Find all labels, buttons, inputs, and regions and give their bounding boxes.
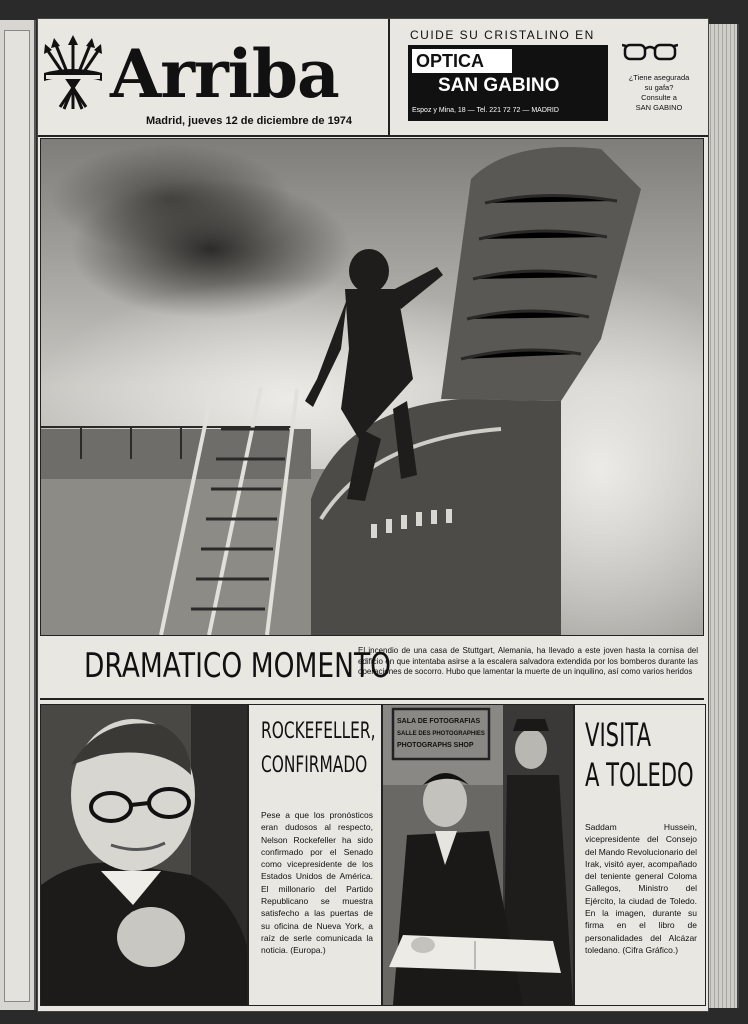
toledo-illustration bbox=[383, 705, 573, 1005]
previous-page-edge bbox=[0, 20, 36, 1010]
toledo-photo bbox=[382, 704, 574, 1006]
rockefeller-headline: ROCKEFELLER, CONFIRMADO bbox=[261, 719, 376, 778]
sign-line-1: SALA DE FOTOGRAFIAS bbox=[397, 718, 481, 725]
bottom-section bbox=[38, 700, 708, 1011]
rockefeller-illustration bbox=[41, 705, 247, 1005]
sign-line-2: SALLE DES PHOTOGRAPHIES bbox=[397, 731, 485, 737]
newspaper-title: Arriba bbox=[110, 35, 339, 113]
advert-side-text: ¿Tiene asegurada su gafa? Consulte a SAN GABINO bbox=[628, 73, 690, 112]
eyeglasses-icon bbox=[622, 39, 678, 63]
masthead bbox=[38, 19, 708, 137]
advert-san-gabino: SAN GABINO bbox=[438, 75, 560, 96]
masthead-title-block bbox=[38, 19, 390, 135]
fire-photo-illustration bbox=[41, 139, 703, 635]
lead-caption: El incendio de una casa de Stuttgart, Alemania, ha llevado a este joven hasta la cornisa del edificio en que intentaba asirse a la escalera salvadora extendida por los bomberos durante las operaciones de socorro. Hubo que lamentar la muerte de un inquilino, así como varios heridos bbox=[358, 646, 698, 676]
optica-advert bbox=[390, 19, 706, 135]
sign-line-3: PHOTOGRAPHS SHOP bbox=[397, 742, 474, 749]
advert-top-line: CUIDE SU CRISTALINO EN bbox=[410, 28, 595, 42]
rockefeller-column bbox=[248, 704, 382, 1006]
lead-headline: DRAMATICO MOMENTO bbox=[84, 646, 392, 686]
newspaper-front-page bbox=[37, 18, 709, 1012]
yoke-and-arrows-icon bbox=[42, 35, 104, 115]
rockefeller-body: Pese a que los pronósticos eran dudosos al respecto, Nelson Rockefeller ha sido confirmado por el Senado como vicepresidente de los Estados Unidos de América. El millonario del Partido Republicano se muestra satisfecho a las puertas de su oficina de Nueva York, a raíz de serle comunicada la noticia. (Europa.) bbox=[261, 810, 373, 956]
dateline: Madrid, jueves 12 de diciembre de 1974 bbox=[146, 115, 353, 127]
lead-caption-row bbox=[40, 636, 704, 700]
fire-rescue-photo bbox=[40, 138, 704, 636]
advert-black-box bbox=[408, 45, 608, 121]
advert-address: Espoz y Mina, 18 — Tel. 221 72 72 — MADRID bbox=[412, 107, 559, 114]
toledo-body: Saddam Hussein, vicepresidente del Consejo del Mando Revolucionario del Irak, visitó ayer, acompañado del teniente general Coloma Gallegos, Ministro del Ejército, la ciudad de Toledo. En la imagen, durante su firma en el libro de personalidades del Alcázar toledano. (Cifra Gráfico.) bbox=[585, 822, 697, 955]
rockefeller-photo bbox=[40, 704, 248, 1006]
toledo-headline: VISITA A TOLEDO bbox=[585, 716, 694, 794]
advert-optica: OPTICA bbox=[412, 49, 512, 73]
page-stack-edge bbox=[707, 24, 739, 1008]
toledo-column bbox=[574, 704, 706, 1006]
